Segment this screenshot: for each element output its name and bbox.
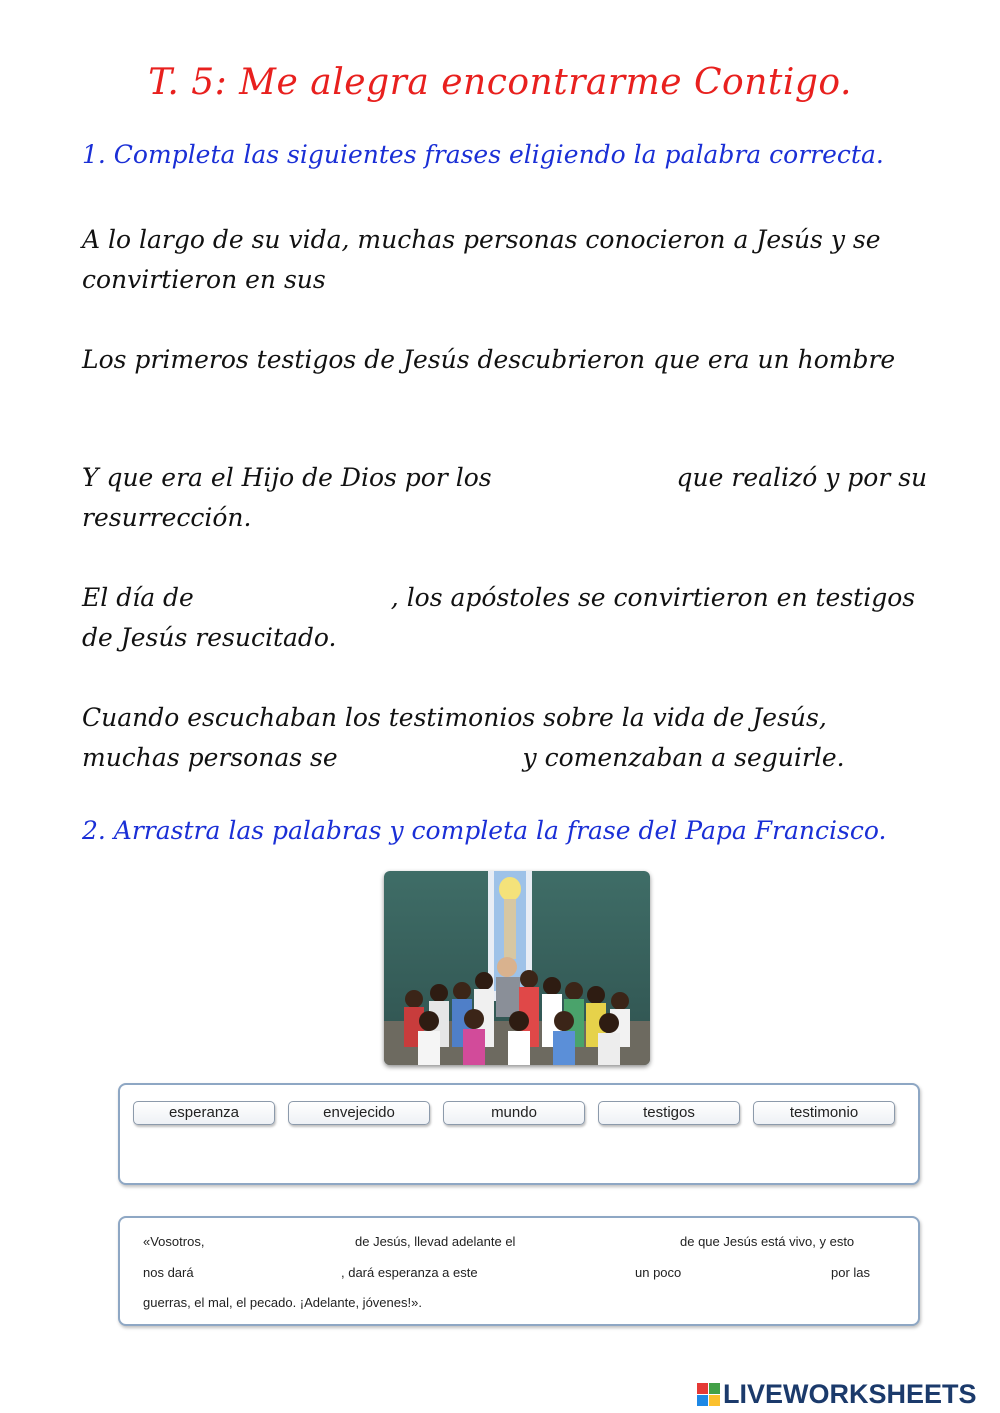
section-2-heading: 2. Arrastra las palabras y completa la frase del Papa Francisco.: [82, 816, 887, 845]
sentence-3-answer-input[interactable]: [500, 464, 669, 496]
sentence-5-text-b: y comenzaban a seguirle.: [522, 743, 845, 772]
section-1-heading: 1. Completa las siguientes frases eligiendo la palabra correcta.: [82, 140, 884, 169]
sentence-5-text-a: Cuando escuchaban los testimonios sobre la vida de Jesús, muchas personas se: [82, 703, 827, 772]
sentence-1: [82, 220, 932, 300]
sentence-2: [82, 340, 932, 420]
quote-line3: guerras, el mal, el pecado. ¡Adelante, jóvenes!».: [143, 1295, 422, 1310]
sentence-3-text-b: que realizó y por su resurrección.: [82, 463, 928, 532]
sentence-4: [82, 578, 932, 658]
word-chip-testigos[interactable]: testigos: [598, 1101, 740, 1125]
logo-text: LIVEWORKSHEETS: [723, 1378, 977, 1409]
word-chip-envejecido[interactable]: envejecido: [288, 1101, 430, 1125]
sentence-4-answer-input[interactable]: [202, 584, 391, 616]
logo-square-1: [697, 1383, 708, 1394]
sentence-5: [82, 698, 932, 778]
quote-line1-b: de Jesús, llevad adelante el: [355, 1234, 516, 1249]
word-chip-testimonio[interactable]: testimonio: [753, 1101, 895, 1125]
sentence-3-text-a: Y que era el Hijo de Dios por los: [82, 463, 492, 492]
word-chip-esperanza[interactable]: esperanza: [133, 1101, 275, 1125]
drop-zone-4[interactable]: [500, 1263, 630, 1283]
word-bank: [118, 1083, 920, 1185]
quote-line2-d: por las: [831, 1265, 871, 1280]
quote-line2-c: un poco: [635, 1265, 682, 1280]
sentence-5-answer-input[interactable]: [346, 744, 515, 776]
worksheet-title: T. 5: Me alegra encontrarme Contigo.: [148, 62, 852, 103]
sentence-1-answer-input[interactable]: [334, 266, 588, 298]
sentence-4-text-a: El día de: [82, 583, 194, 612]
logo-mark-icon: [697, 1383, 720, 1406]
logo-square-2: [709, 1383, 720, 1394]
sentence-3: [82, 458, 932, 538]
sentence-2-answer-input[interactable]: [82, 386, 336, 418]
photo-children-group: [384, 871, 650, 1065]
logo-square-3: [697, 1395, 708, 1406]
sentence-4-text-b: , los apóstoles se convirtieron en testigos de Jesús resucitado.: [82, 583, 916, 652]
drop-zone-2[interactable]: [540, 1232, 675, 1252]
word-chip-mundo[interactable]: mundo: [443, 1101, 585, 1125]
drop-zone-1[interactable]: [215, 1232, 350, 1252]
drop-zone-3[interactable]: [205, 1263, 340, 1283]
drop-zone-5[interactable]: [695, 1263, 825, 1283]
liveworksheets-logo: [697, 1378, 977, 1410]
sentence-2-text: Los primeros testigos de Jesús descubrieron que era un hombre: [82, 345, 896, 374]
pope-francis-quote: [118, 1216, 920, 1326]
logo-square-4: [709, 1395, 720, 1406]
quote-line1-c: de que Jesús está vivo, y esto: [680, 1234, 855, 1249]
quote-line1-a: «Vosotros,: [143, 1234, 205, 1249]
sentence-1-text: A lo largo de su vida, muchas personas conocieron a Jesús y se convirtieron en sus: [82, 225, 881, 294]
quote-line2-b: , dará esperanza a este: [341, 1265, 478, 1280]
photo-illustration: [384, 871, 650, 1065]
quote-line2-a: nos dará: [143, 1265, 194, 1280]
